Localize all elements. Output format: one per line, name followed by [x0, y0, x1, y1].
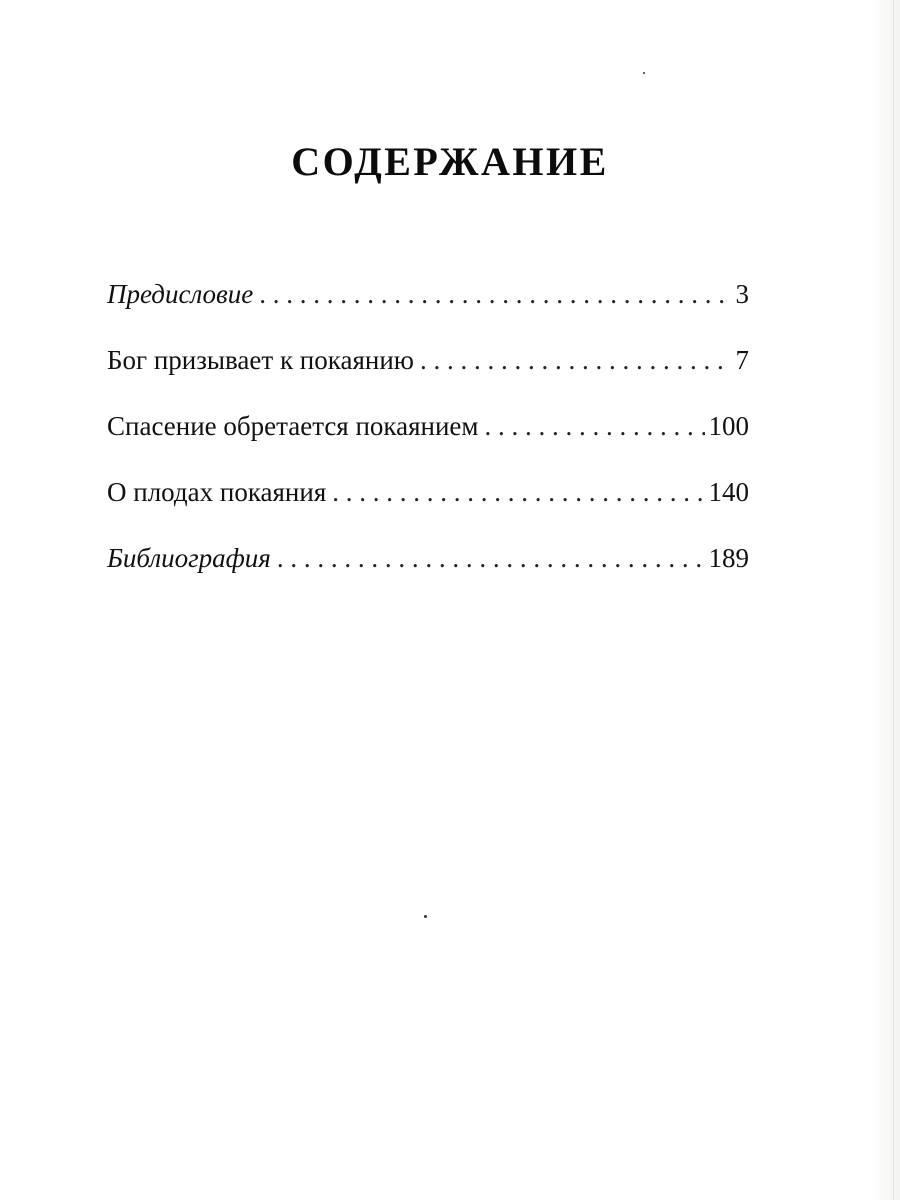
scan-speck [424, 915, 427, 918]
toc-entry-page: 140 [708, 477, 749, 507]
toc-entry-page: 189 [708, 543, 749, 573]
toc-dot-leader [277, 536, 705, 580]
toc-entry [107, 404, 749, 470]
toc-entry-label: О плодах покаяния [107, 477, 327, 507]
toc-entry-page: 100 [708, 411, 749, 441]
toc-dot-leader [420, 338, 732, 382]
toc-entry [107, 470, 749, 536]
toc-dot-leader [259, 272, 731, 316]
toc-entry-label: Предисловие [107, 279, 254, 309]
toc-entry [107, 272, 749, 338]
toc-entry-label: Библиография [107, 543, 271, 573]
page-title: СОДЕРЖАНИЕ [291, 139, 609, 184]
toc-dot-leader [332, 470, 704, 514]
toc-entry-label: Бог призывает к покаянию [107, 345, 414, 375]
toc-entry [107, 536, 749, 602]
table-of-contents [107, 272, 749, 602]
toc-entry-label: Спасение обретается покаянием [107, 411, 479, 441]
scan-speck [643, 72, 645, 74]
toc-dot-leader [485, 404, 705, 448]
toc-entry-page: 3 [735, 279, 749, 309]
toc-entry-page: 7 [735, 345, 749, 375]
toc-entry [107, 338, 749, 404]
